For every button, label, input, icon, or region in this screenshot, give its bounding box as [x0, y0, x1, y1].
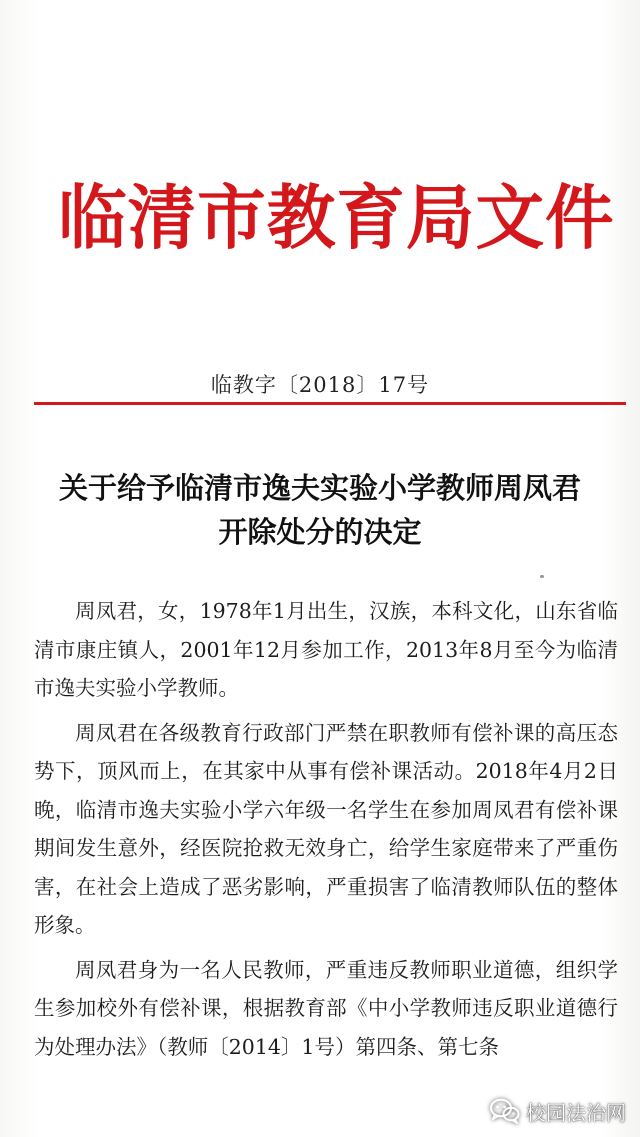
body-paragraph-2: 周凤君在各级教育行政部门严禁在职教师有偿补课的高压态势下，顶风而上，在其家中从事有偿补课活动。2018年4月2日晚，临清市逸夫实验小学六年级一名学生在参加周凤君有偿补课期间发生意外，经医院抢救无效身亡，给学生家庭带来了严重伤害，在社会上造成了恶劣影响，严重损害了临清教师队伍的整体形象。: [34, 720, 618, 937]
decision-title: [0, 466, 640, 554]
body-paragraph-3: 周凤君身为一名人民教师，严重违反教师职业道德，组织学生参加校外有偿补课，根据教育部《中小学教师违反职业道德行为处理办法》（教师〔2014〕1号）第四条、第七条: [34, 957, 618, 1059]
document-header-title: 临清市教育局文件: [58, 177, 615, 259]
decision-title-line-1: 关于给予临清市逸夫实验小学教师周凤君: [58, 471, 581, 505]
source-watermark: [490, 1093, 626, 1129]
scan-speck: [540, 575, 544, 578]
watermark-text: 校园法治网: [526, 1100, 626, 1125]
document-body: [34, 592, 618, 1072]
red-divider-line: [34, 402, 626, 405]
wechat-icon: [490, 1098, 520, 1124]
decision-title-line-2: 开除处分的决定: [218, 515, 422, 549]
body-paragraph-1: 周凤君，女，1978年1月出生，汉族，本科文化，山东省临清市康庄镇人，2001年12月参加工作，2013年8月至今为临清市逸夫实验小学教师。: [34, 599, 618, 700]
document-number: 临教字〔2018〕17号: [210, 373, 430, 397]
